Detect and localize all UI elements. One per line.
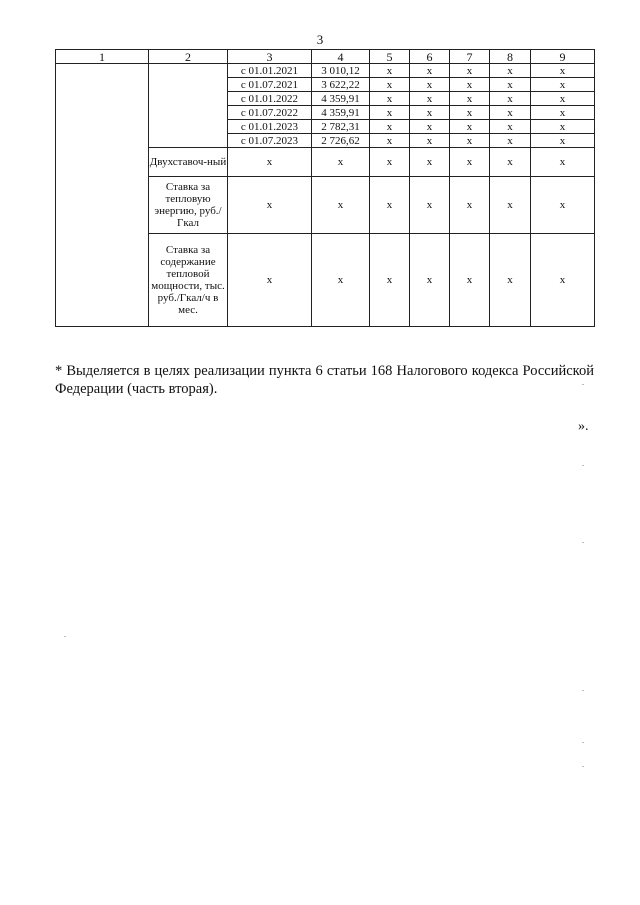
mark-cell: х — [490, 92, 531, 106]
mark-cell: х — [450, 234, 490, 327]
mark-cell: х — [531, 120, 595, 134]
mark-cell: х — [410, 106, 450, 120]
value-cell: 2 726,62 — [312, 134, 370, 148]
mark-cell: х — [531, 64, 595, 78]
mark-cell: х — [410, 148, 450, 177]
mark-cell: х — [312, 177, 370, 234]
mark-cell: х — [228, 234, 312, 327]
period-cell: с 01.07.2022 — [228, 106, 312, 120]
scan-speck — [582, 690, 584, 691]
column-header: 6 — [410, 50, 450, 64]
row-label: Ставка за содержание тепловой мощности, тыс. руб./Гкал/ч в мес. — [149, 234, 228, 327]
value-cell: 3 010,12 — [312, 64, 370, 78]
row-label: Ставка за тепловую энергию, руб./Гкал — [149, 177, 228, 234]
table-row — [56, 64, 595, 78]
mark-cell: х — [370, 177, 410, 234]
scan-speck — [582, 384, 584, 385]
mark-cell: х — [370, 120, 410, 134]
closing-quote-mark: ». — [578, 419, 589, 434]
column-header: 7 — [450, 50, 490, 64]
column-header: 2 — [149, 50, 228, 64]
mark-cell: х — [410, 78, 450, 92]
mark-cell: х — [490, 134, 531, 148]
column-header: 5 — [370, 50, 410, 64]
mark-cell: х — [531, 134, 595, 148]
scan-speck — [582, 465, 584, 466]
scan-speck — [64, 636, 66, 637]
value-cell: 2 782,31 — [312, 120, 370, 134]
mark-cell: х — [410, 92, 450, 106]
mark-cell: х — [312, 234, 370, 327]
scan-speck — [582, 766, 584, 767]
column-header: 3 — [228, 50, 312, 64]
scan-speck — [582, 742, 584, 743]
mark-cell: х — [531, 234, 595, 327]
mark-cell: х — [410, 234, 450, 327]
row-label: Двухставоч-ный — [149, 148, 228, 177]
mark-cell: х — [531, 92, 595, 106]
scan-speck — [582, 542, 584, 543]
period-cell: с 01.01.2023 — [228, 120, 312, 134]
period-cell: с 01.01.2022 — [228, 92, 312, 106]
mark-cell: х — [450, 78, 490, 92]
mark-cell: х — [450, 64, 490, 78]
column-header: 9 — [531, 50, 595, 64]
mark-cell: х — [490, 148, 531, 177]
empty-cell-col1 — [56, 64, 149, 327]
mark-cell: х — [410, 120, 450, 134]
period-cell: с 01.01.2021 — [228, 64, 312, 78]
mark-cell: х — [228, 148, 312, 177]
column-header: 8 — [490, 50, 531, 64]
mark-cell: х — [228, 177, 312, 234]
mark-cell: х — [370, 134, 410, 148]
mark-cell: х — [312, 148, 370, 177]
mark-cell: х — [490, 64, 531, 78]
mark-cell: х — [450, 120, 490, 134]
page-number: 3 — [316, 32, 324, 47]
mark-cell: х — [490, 234, 531, 327]
mark-cell: х — [410, 177, 450, 234]
mark-cell: х — [370, 106, 410, 120]
period-cell: с 01.07.2023 — [228, 134, 312, 148]
value-cell: 3 622,22 — [312, 78, 370, 92]
period-cell: с 01.07.2021 — [228, 78, 312, 92]
mark-cell: х — [370, 92, 410, 106]
mark-cell: х — [450, 106, 490, 120]
value-cell: 4 359,91 — [312, 92, 370, 106]
mark-cell: х — [531, 148, 595, 177]
tariff-table — [55, 49, 595, 327]
mark-cell: х — [531, 78, 595, 92]
mark-cell: х — [531, 177, 595, 234]
mark-cell: х — [450, 177, 490, 234]
mark-cell: х — [450, 92, 490, 106]
mark-cell: х — [370, 78, 410, 92]
tariff-table-body — [56, 50, 595, 327]
footnote: * Выделяется в целях реализации пункта 6 статьи 168 Налогового кодекса Российской Федерации (часть вторая). — [55, 362, 594, 397]
mark-cell: х — [490, 106, 531, 120]
mark-cell: х — [410, 134, 450, 148]
mark-cell: х — [450, 148, 490, 177]
column-header: 1 — [56, 50, 149, 64]
value-cell: 4 359,91 — [312, 106, 370, 120]
mark-cell: х — [490, 177, 531, 234]
mark-cell: х — [450, 134, 490, 148]
mark-cell: х — [370, 64, 410, 78]
column-header: 4 — [312, 50, 370, 64]
mark-cell: х — [370, 148, 410, 177]
table-header-row — [56, 50, 595, 64]
mark-cell: х — [531, 106, 595, 120]
empty-cell-col2 — [149, 64, 228, 148]
mark-cell: х — [490, 120, 531, 134]
mark-cell: х — [410, 64, 450, 78]
mark-cell: х — [490, 78, 531, 92]
mark-cell: х — [370, 234, 410, 327]
